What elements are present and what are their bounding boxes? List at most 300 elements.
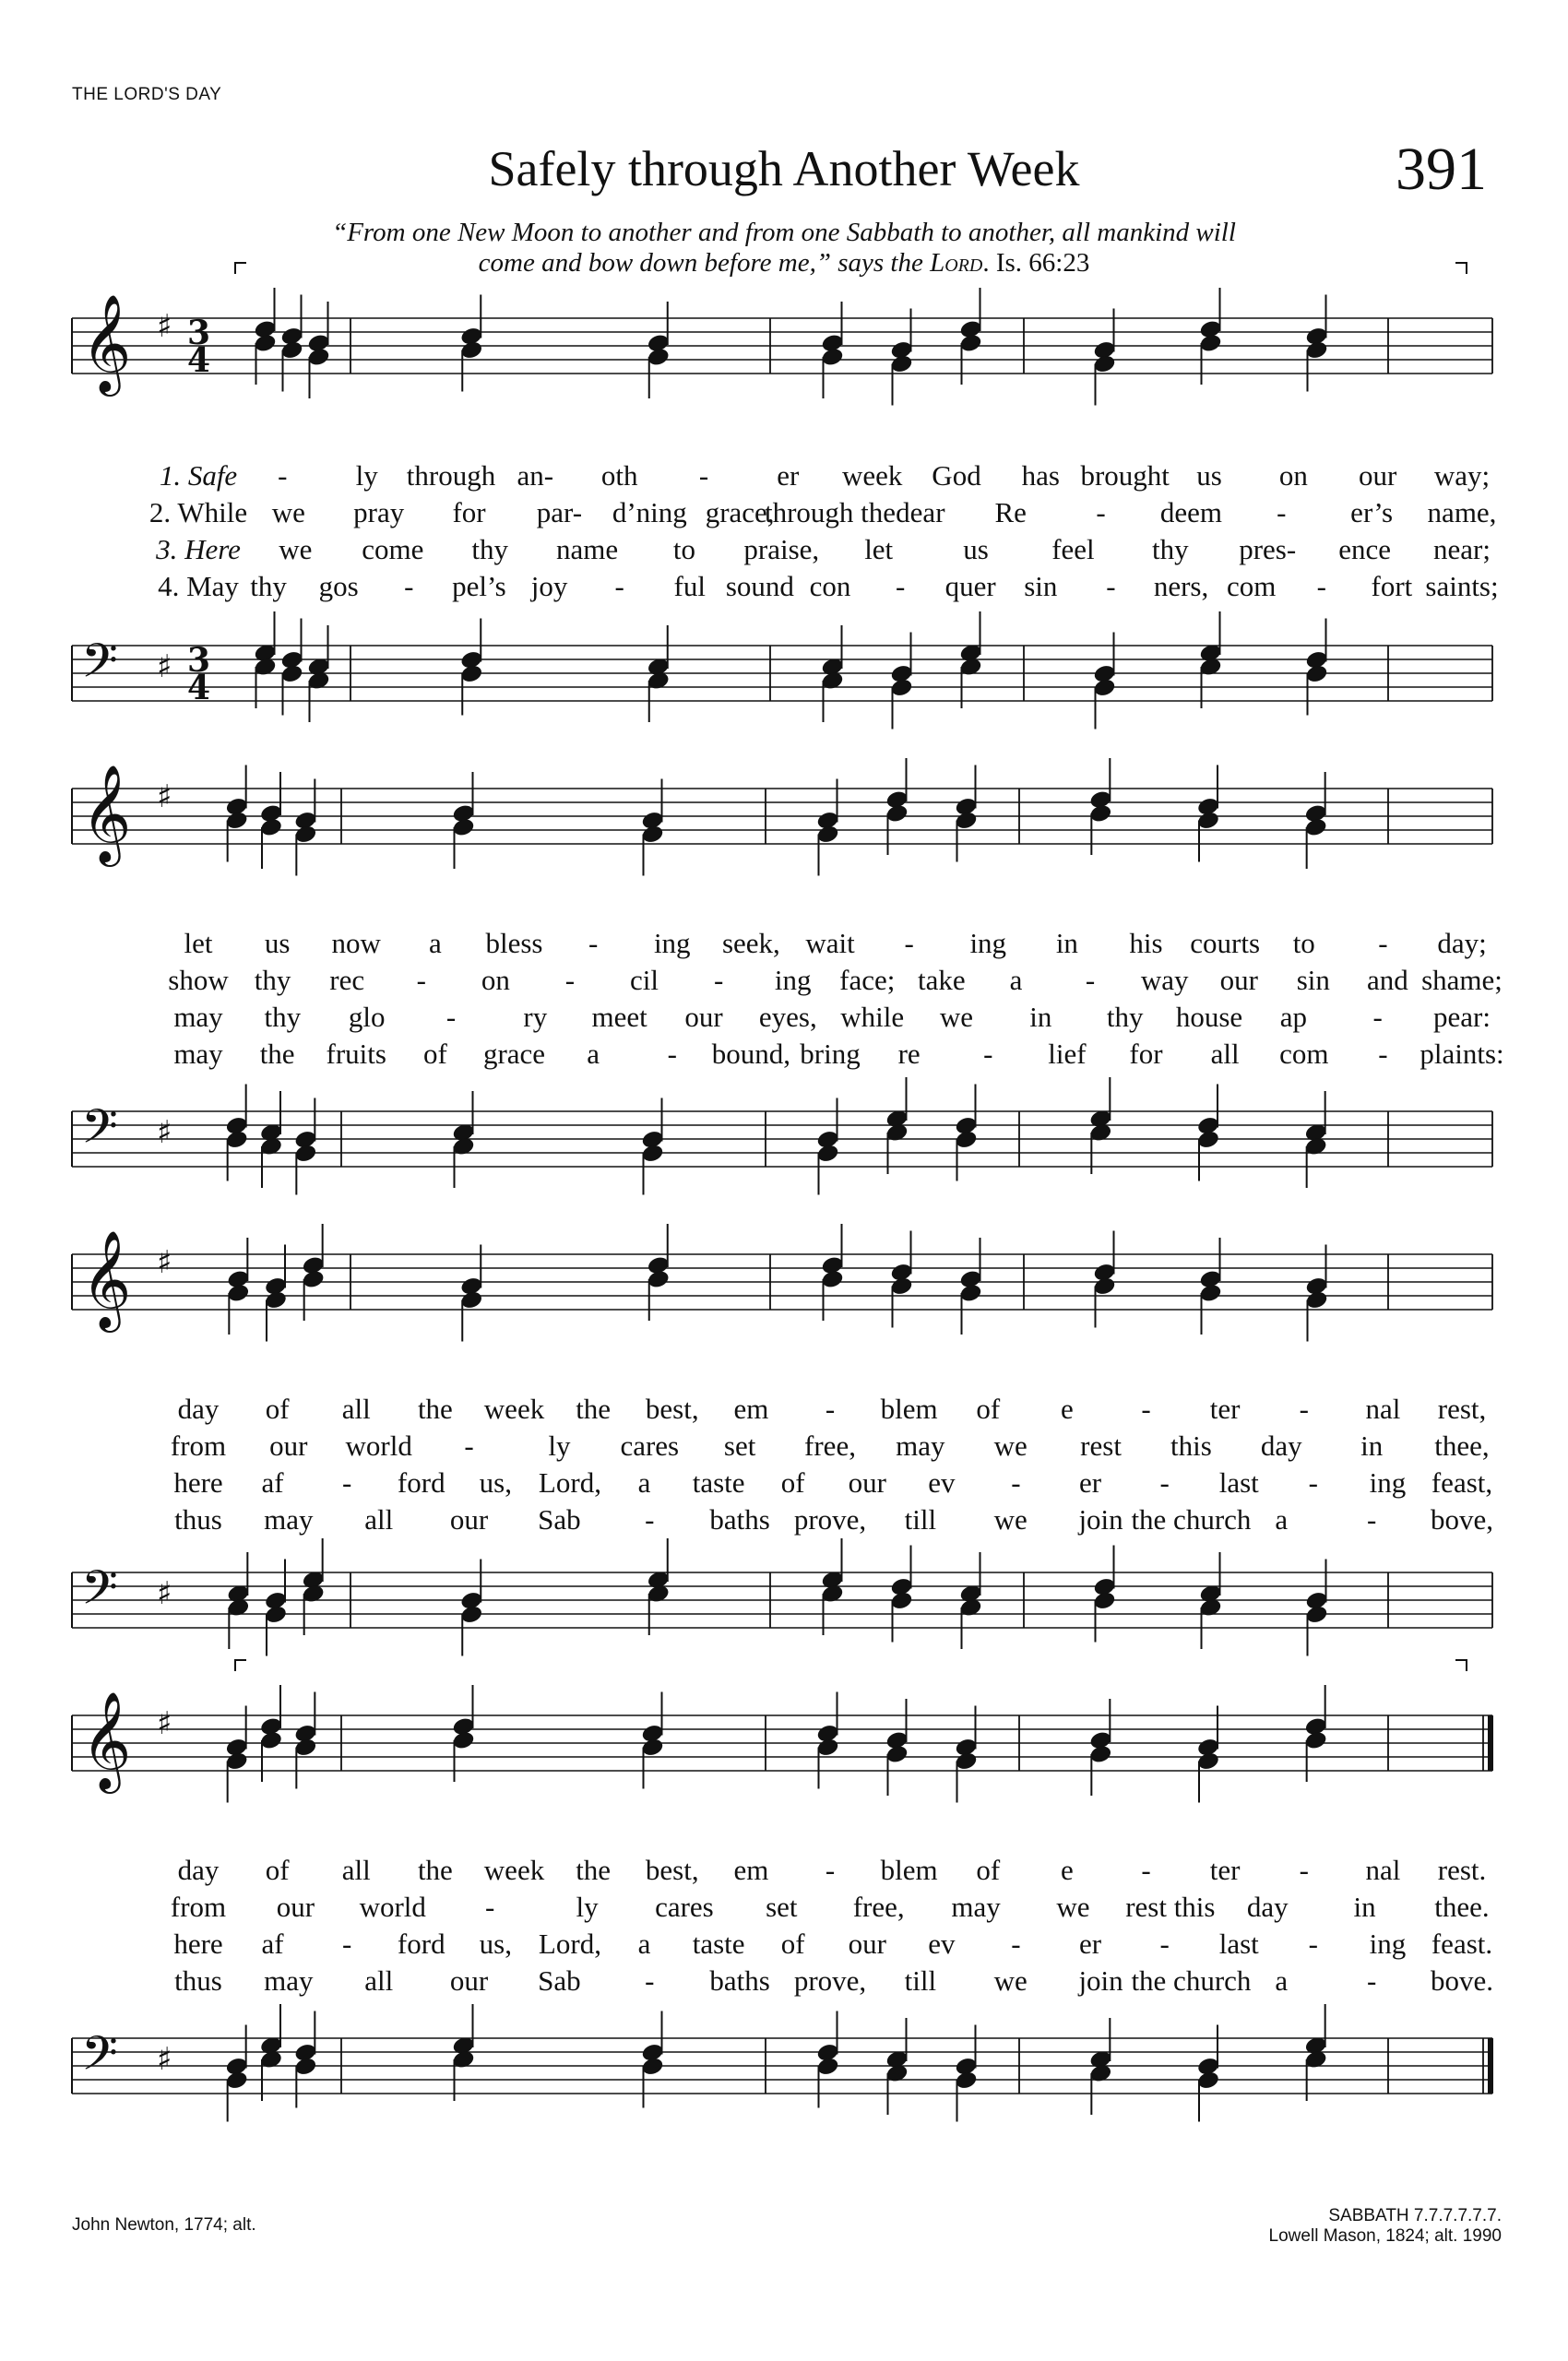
lyric-syllable: this — [1170, 1430, 1212, 1462]
lyric-line — [0, 1038, 1568, 1074]
lyric-syllable: face; — [839, 964, 896, 996]
lyric-syllable: ry — [523, 1001, 548, 1033]
lyric-syllable: thy — [1106, 1001, 1144, 1033]
lyric-syllable: - — [342, 1466, 352, 1499]
bass-clef-icon: 𝄢 — [81, 1560, 118, 1627]
lyric-syllable: - — [698, 459, 709, 492]
lyric-syllable: Re — [994, 496, 1027, 528]
lyric-syllable: - — [278, 459, 288, 492]
time-signature: 3 — [187, 314, 211, 352]
lyric-syllable: saints; — [1425, 570, 1499, 602]
lyric-syllable: of — [780, 1928, 805, 1960]
lyric-syllable: set — [766, 1891, 798, 1923]
lyric-syllable: join — [1078, 1503, 1123, 1536]
lyric-syllable: feast. — [1431, 1928, 1493, 1960]
time-signature: 3 — [187, 641, 211, 680]
lyric-syllable: d’ning — [612, 496, 687, 528]
lyric-syllable: - — [484, 1891, 495, 1923]
lyric-syllable: from — [170, 1430, 227, 1462]
sharp-icon: ♯ — [157, 778, 172, 815]
lyric-syllable: free, — [804, 1430, 856, 1462]
lyric-syllable: com — [1279, 1038, 1329, 1070]
lyric-syllable: bove. — [1430, 1964, 1494, 1997]
lyric-syllable: Lord, — [538, 1928, 601, 1960]
lyric-syllable: - — [1378, 1038, 1388, 1070]
lyric-syllable: ev — [928, 1466, 956, 1499]
lyric-syllable: on — [481, 964, 510, 996]
lyric-syllable: com — [1226, 570, 1277, 602]
lyric-syllable: us, — [479, 1466, 513, 1499]
lyric-syllable: nal — [1365, 1393, 1401, 1425]
lyric-syllable: for — [1129, 1038, 1163, 1070]
tune-credit: Lowell Mason, 1824; alt. 1990 — [1268, 2226, 1502, 2246]
lyric-line — [0, 1503, 1568, 1540]
lyric-line — [0, 1430, 1568, 1466]
lyric-syllable: er — [1079, 1928, 1102, 1960]
lyric-syllable: in — [1360, 1430, 1384, 1462]
lyric-syllable: all — [341, 1854, 371, 1886]
lyric-syllable: to — [1292, 927, 1315, 959]
lyric-syllable: a — [637, 1466, 651, 1499]
lyric-syllable: ev — [928, 1928, 956, 1960]
lyric-syllable: - — [1308, 1928, 1318, 1960]
lyric-syllable: grace — [482, 1038, 546, 1070]
lyric-syllable: we — [993, 1430, 1028, 1462]
lyric-syllable: may — [951, 1891, 1001, 1923]
lyric-line — [0, 570, 1568, 607]
lyric-syllable: name — [555, 533, 619, 565]
lyric-syllable: all — [1210, 1038, 1240, 1070]
lyric-syllable: - — [1011, 1466, 1021, 1499]
lyric-syllable: blem — [880, 1854, 938, 1886]
time-signature: 4 — [187, 669, 211, 707]
lyric-syllable: and — [1367, 964, 1408, 996]
lyric-syllable: grace, — [705, 496, 775, 528]
lyric-syllable: may — [173, 1001, 223, 1033]
lyric-syllable: God — [932, 459, 981, 492]
lyric-syllable: we — [1056, 1891, 1090, 1923]
lyric-syllable: oth — [600, 459, 638, 492]
lyric-syllable: pray — [353, 496, 405, 528]
lyric-syllable: our — [684, 1001, 723, 1033]
lyric-syllable: - — [1277, 496, 1287, 528]
lyric-syllable: gos — [318, 570, 359, 602]
lyric-syllable: meet — [591, 1001, 647, 1033]
lyric-syllable: our — [276, 1891, 315, 1923]
lyric-syllable: rest — [1080, 1430, 1122, 1462]
lyric-syllable: - — [1096, 496, 1106, 528]
lyric-syllable: - — [645, 1503, 655, 1536]
lyric-syllable: - — [645, 1964, 655, 1997]
lyric-syllable: er — [1079, 1466, 1102, 1499]
lyric-syllable: - — [1299, 1854, 1309, 1886]
lyric-syllable: - — [983, 1038, 993, 1070]
lyric-syllable: fort — [1371, 570, 1413, 602]
lyric-syllable: rest. — [1437, 1854, 1487, 1886]
lyric-syllable: taste — [692, 1928, 745, 1960]
lyric-syllable: last — [1218, 1466, 1259, 1499]
lyric-syllable: the — [417, 1393, 453, 1425]
sharp-icon: ♯ — [157, 648, 172, 685]
lyric-syllable: here — [173, 1466, 223, 1499]
sharp-icon: ♯ — [157, 2041, 172, 2078]
lyric-syllable: through the — [764, 496, 897, 528]
lyric-syllable: in — [1029, 1001, 1052, 1033]
epigraph-line-2: come and bow down before me,” says the Lord. Is. 66:23 — [478, 248, 1090, 278]
lyric-syllable: sin — [1296, 964, 1330, 996]
treble-clef-icon: 𝄞 — [81, 1229, 132, 1328]
lyric-line — [0, 1964, 1568, 2001]
lyric-syllable: e — [1060, 1393, 1074, 1425]
lyric-syllable: ing — [774, 964, 812, 996]
lyric-syllable: Sab — [538, 1503, 581, 1536]
lyric-syllable: joy — [530, 570, 568, 602]
lyric-syllable: the church — [1131, 1503, 1252, 1536]
lyric-syllable: feel — [1051, 533, 1095, 565]
lyric-syllable: best, — [645, 1854, 699, 1886]
lyric-syllable: the — [417, 1854, 453, 1886]
lyric-syllable: a — [637, 1928, 651, 1960]
lyric-syllable: ter — [1209, 1393, 1241, 1425]
lyric-syllable: thy — [471, 533, 508, 565]
lyric-syllable: ly — [355, 459, 378, 492]
lyric-syllable: eyes, — [758, 1001, 817, 1033]
lyric-syllable: our — [1358, 459, 1397, 492]
lyric-syllable: - — [1106, 570, 1116, 602]
lyric-syllable: - — [904, 927, 914, 959]
lyric-syllable: of — [976, 1393, 1001, 1425]
lyric-syllable: we — [993, 1503, 1028, 1536]
lyric-syllable: our — [449, 1503, 489, 1536]
lyric-syllable: let — [864, 533, 894, 565]
lyric-syllable: e — [1060, 1854, 1074, 1886]
lyric-syllable: while — [840, 1001, 905, 1033]
lyric-syllable: the — [576, 1854, 612, 1886]
lyric-line — [0, 496, 1568, 533]
lyric-syllable: 1. Safe — [159, 459, 238, 492]
lyric-syllable: may — [173, 1038, 223, 1070]
lyric-syllable: take — [918, 964, 966, 996]
lyric-syllable: quer — [944, 570, 996, 602]
lyric-syllable: ing — [969, 927, 1007, 959]
lyric-syllable: name, — [1427, 496, 1497, 528]
lyric-syllable: on — [1278, 459, 1308, 492]
lyric-syllable: week — [483, 1854, 545, 1886]
lyric-syllable: feast, — [1431, 1466, 1493, 1499]
lyric-syllable: ter — [1209, 1854, 1241, 1886]
sharp-icon: ♯ — [157, 1114, 172, 1151]
lyric-syllable: thy — [1152, 533, 1189, 565]
lyric-syllable: - — [1085, 964, 1096, 996]
lyric-line — [0, 964, 1568, 1001]
lyric-syllable: our — [449, 1964, 489, 1997]
lyric-syllable: em — [733, 1393, 769, 1425]
lyric-syllable: day — [177, 1393, 220, 1425]
lyric-syllable: us — [963, 533, 989, 565]
lyric-syllable: rest, — [1437, 1393, 1487, 1425]
lyric-syllable: - — [825, 1393, 836, 1425]
lyric-syllable: - — [404, 570, 414, 602]
lyric-syllable: through — [406, 459, 496, 492]
lyric-syllable: thee. — [1434, 1891, 1490, 1923]
lyric-line — [0, 459, 1568, 496]
bass-clef-icon: 𝄢 — [81, 2025, 118, 2093]
lyric-syllable: con — [809, 570, 851, 602]
lyric-syllable: 3. Here — [156, 533, 241, 565]
lyric-syllable: - — [614, 570, 624, 602]
lyric-syllable: - — [1366, 1964, 1377, 1997]
section-label: THE LORD'S DAY — [72, 85, 222, 104]
lyric-syllable: pres- — [1239, 533, 1297, 565]
lyric-syllable: rec — [329, 964, 365, 996]
lyric-syllable: here — [173, 1928, 223, 1960]
sharp-icon: ♯ — [157, 308, 172, 345]
lyric-syllable: - — [667, 1038, 677, 1070]
lyric-syllable: of — [780, 1466, 805, 1499]
lyric-syllable: Lord, — [538, 1466, 601, 1499]
lyric-syllable: thee, — [1434, 1430, 1490, 1462]
lyric-syllable: day — [1260, 1430, 1302, 1462]
lyric-syllable: - — [564, 964, 576, 996]
lyric-syllable: sound — [725, 570, 794, 602]
lyric-syllable: praise, — [743, 533, 820, 565]
lyric-line — [0, 1466, 1568, 1503]
lyric-syllable: taste — [692, 1466, 745, 1499]
lyric-syllable: bless — [485, 927, 543, 959]
lyric-syllable: pear: — [1433, 1001, 1491, 1033]
lyric-syllable: let — [184, 927, 213, 959]
lyric-syllable: par- — [536, 496, 583, 528]
lyric-syllable: now — [331, 927, 381, 959]
lyric-syllable: day; — [1437, 927, 1487, 959]
lyric-syllable: house — [1175, 1001, 1243, 1033]
lyric-syllable: thus — [174, 1964, 222, 1997]
lyric-syllable: courts — [1190, 927, 1261, 959]
lyric-syllable: ful — [673, 570, 706, 602]
lyric-syllable: er — [777, 459, 800, 492]
lyric-syllable: ly — [548, 1430, 571, 1462]
lyric-syllable: sin — [1024, 570, 1058, 602]
lyric-syllable: thy — [250, 570, 287, 602]
lyric-syllable: set — [723, 1430, 756, 1462]
lyric-syllable: - — [1299, 1393, 1309, 1425]
lyric-syllable: join — [1078, 1964, 1123, 1997]
lyric-syllable: come — [362, 533, 424, 565]
lyric-syllable: deem — [1159, 496, 1222, 528]
lyric-syllable: - — [1378, 927, 1388, 959]
lyric-syllable: a — [1275, 1964, 1289, 1997]
lyric-syllable: dear — [896, 496, 945, 528]
lyric-syllable: ap — [1279, 1001, 1307, 1033]
sharp-icon: ♯ — [157, 1575, 172, 1612]
lyric-syllable: our — [269, 1430, 308, 1462]
lyric-syllable: ing — [1369, 1928, 1407, 1960]
lyric-syllable: - — [445, 1001, 457, 1033]
lyric-syllable: till — [904, 1964, 937, 1997]
lyric-syllable: may — [264, 1503, 314, 1536]
lyric-syllable: er’s — [1350, 496, 1394, 528]
bracket-mark — [235, 263, 246, 274]
lyric-syllable: cares — [620, 1430, 680, 1462]
lyric-syllable: ly — [576, 1891, 599, 1923]
lyric-syllable: ners, — [1153, 570, 1209, 602]
lyric-syllable: - — [895, 570, 906, 602]
lyric-syllable: - — [1366, 1503, 1377, 1536]
lyric-syllable: - — [416, 964, 426, 996]
lyric-syllable: a — [428, 927, 442, 959]
lyric-line — [0, 927, 1568, 964]
lyric-line — [0, 1854, 1568, 1891]
lyric-line — [0, 533, 1568, 570]
lyric-syllable: has — [1021, 459, 1060, 492]
lyric-syllable: fruits — [326, 1038, 386, 1070]
lyric-syllable: we — [939, 1001, 974, 1033]
lyric-syllable: - — [1159, 1466, 1170, 1499]
lyric-syllable: way; — [1433, 459, 1491, 492]
lyric-syllable: baths — [709, 1964, 770, 1997]
lyric-syllable: - — [1372, 1001, 1383, 1033]
lyric-syllable: all — [364, 1503, 394, 1536]
lyric-syllable: way — [1140, 964, 1189, 996]
lyric-syllable: week — [483, 1393, 545, 1425]
lyric-line — [0, 1891, 1568, 1928]
lyric-syllable: thy — [254, 964, 291, 996]
lyric-syllable: of — [422, 1038, 447, 1070]
bracket-mark — [1455, 1660, 1467, 1671]
hymn-title: Safely through Another Week — [488, 141, 1080, 196]
lyric-syllable: cil — [630, 964, 659, 996]
lyric-syllable: thy — [264, 1001, 302, 1033]
lyric-syllable: all — [341, 1393, 371, 1425]
bracket-mark — [235, 1660, 246, 1671]
hymn-number: 391 — [1396, 136, 1487, 203]
bracket-mark — [1455, 263, 1467, 274]
lyric-syllable: the — [576, 1393, 612, 1425]
lyric-syllable: cares — [655, 1891, 714, 1923]
lyric-syllable: Sab — [538, 1964, 581, 1997]
lyric-line — [0, 1393, 1568, 1430]
lyric-syllable: day — [177, 1854, 220, 1886]
lyric-syllable: af — [261, 1928, 284, 1960]
lyric-syllable: - — [1316, 570, 1326, 602]
treble-clef-icon: 𝄞 — [81, 764, 132, 862]
lyric-syllable: his — [1129, 927, 1163, 959]
lyric-syllable: us — [1196, 459, 1222, 492]
lyric-syllable: show — [168, 964, 229, 996]
lyric-syllable: bring — [800, 1038, 861, 1070]
lyric-syllable: blem — [880, 1393, 938, 1425]
lyric-syllable: in — [1353, 1891, 1376, 1923]
lyric-syllable: till — [904, 1503, 937, 1536]
lyric-syllable: the — [259, 1038, 295, 1070]
lyric-syllable: us — [264, 927, 291, 959]
lyric-syllable: ing — [1369, 1466, 1407, 1499]
bass-clef-icon: 𝄢 — [81, 633, 118, 700]
tune-credit-block — [1269, 2206, 1502, 2247]
lyric-syllable: brought — [1080, 459, 1170, 492]
lyric-syllable: may — [264, 1964, 314, 1997]
sharp-icon: ♯ — [157, 1705, 172, 1742]
lyric-syllable: nal — [1365, 1854, 1401, 1886]
sharp-icon: ♯ — [157, 1244, 172, 1281]
lyric-syllable: we — [993, 1964, 1028, 1997]
lyric-syllable: 2. While — [148, 496, 248, 528]
lyric-syllable: of — [265, 1854, 290, 1886]
lyric-syllable: - — [1159, 1928, 1170, 1960]
lyric-syllable: from — [170, 1891, 227, 1923]
lyric-syllable: we — [271, 496, 305, 528]
lyric-syllable: prove, — [793, 1964, 867, 1997]
treble-clef-icon: 𝄞 — [81, 1691, 132, 1789]
lyric-syllable: a — [587, 1038, 600, 1070]
bass-clef-icon: 𝄢 — [81, 1098, 118, 1166]
lyric-syllable: free, — [852, 1891, 905, 1923]
lyric-syllable: ford — [397, 1928, 445, 1960]
lyric-syllable: - — [1308, 1466, 1318, 1499]
lyric-syllable: lief — [1048, 1038, 1087, 1070]
lyric-syllable: - — [713, 964, 724, 996]
lyric-syllable: week — [841, 459, 903, 492]
lyric-syllable: for — [452, 496, 486, 528]
tune-name: SABBATH 7.7.7.7.7.7. — [1328, 2206, 1502, 2225]
lyric-syllable: a — [1275, 1503, 1289, 1536]
lyric-syllable: of — [976, 1854, 1001, 1886]
lyric-syllable: us, — [479, 1928, 513, 1960]
lyric-syllable: an- — [517, 459, 554, 492]
lyric-syllable: a — [1009, 964, 1023, 996]
lyric-syllable: our — [848, 1928, 886, 1960]
lyric-syllable: - — [1141, 1854, 1151, 1886]
lyric-syllable: pel’s — [452, 570, 506, 602]
lyric-syllable: ford — [397, 1466, 445, 1499]
lyric-syllable: em — [733, 1854, 769, 1886]
lyric-syllable: day — [1246, 1891, 1289, 1923]
lyric-syllable: - — [825, 1854, 836, 1886]
lyric-syllable: 4. May — [158, 570, 239, 602]
lyric-syllable: our — [848, 1466, 886, 1499]
lyric-syllable: shame; — [1421, 964, 1503, 996]
lyric-syllable: ence — [1338, 533, 1391, 565]
lyric-syllable: best, — [645, 1393, 699, 1425]
lyric-syllable: the church — [1131, 1964, 1252, 1997]
lyric-syllable: last — [1218, 1928, 1259, 1960]
lyric-syllable: - — [342, 1928, 352, 1960]
lyric-syllable: our — [1219, 964, 1258, 996]
lyric-syllable: we — [279, 533, 313, 565]
lyric-syllable: ing — [653, 927, 691, 959]
lyric-syllable: world — [345, 1430, 412, 1462]
lyric-syllable: rest this — [1125, 1891, 1216, 1923]
lyric-syllable: wait — [805, 927, 855, 959]
lyric-syllable: may — [896, 1430, 945, 1462]
lyric-syllable: seek, — [721, 927, 780, 959]
lyric-syllable: plaints: — [1420, 1038, 1504, 1070]
text-credit: John Newton, 1774; alt. — [72, 2215, 256, 2235]
lyric-syllable: thus — [174, 1503, 222, 1536]
lyric-syllable: baths — [709, 1503, 770, 1536]
lyric-syllable: near; — [1433, 533, 1491, 565]
lyric-syllable: in — [1055, 927, 1078, 959]
time-signature: 4 — [187, 341, 211, 380]
epigraph-line-1: “From one New Moon to another and from one Sabbath to another, all mankind will — [332, 218, 1236, 247]
lyric-syllable: re — [897, 1038, 921, 1070]
lyric-syllable: - — [588, 927, 599, 959]
lyric-line — [0, 1001, 1568, 1038]
treble-clef-icon: 𝄞 — [81, 293, 132, 392]
lyric-syllable: prove, — [793, 1503, 867, 1536]
lyric-syllable: bove, — [1430, 1503, 1494, 1536]
lyric-syllable: world — [359, 1891, 426, 1923]
